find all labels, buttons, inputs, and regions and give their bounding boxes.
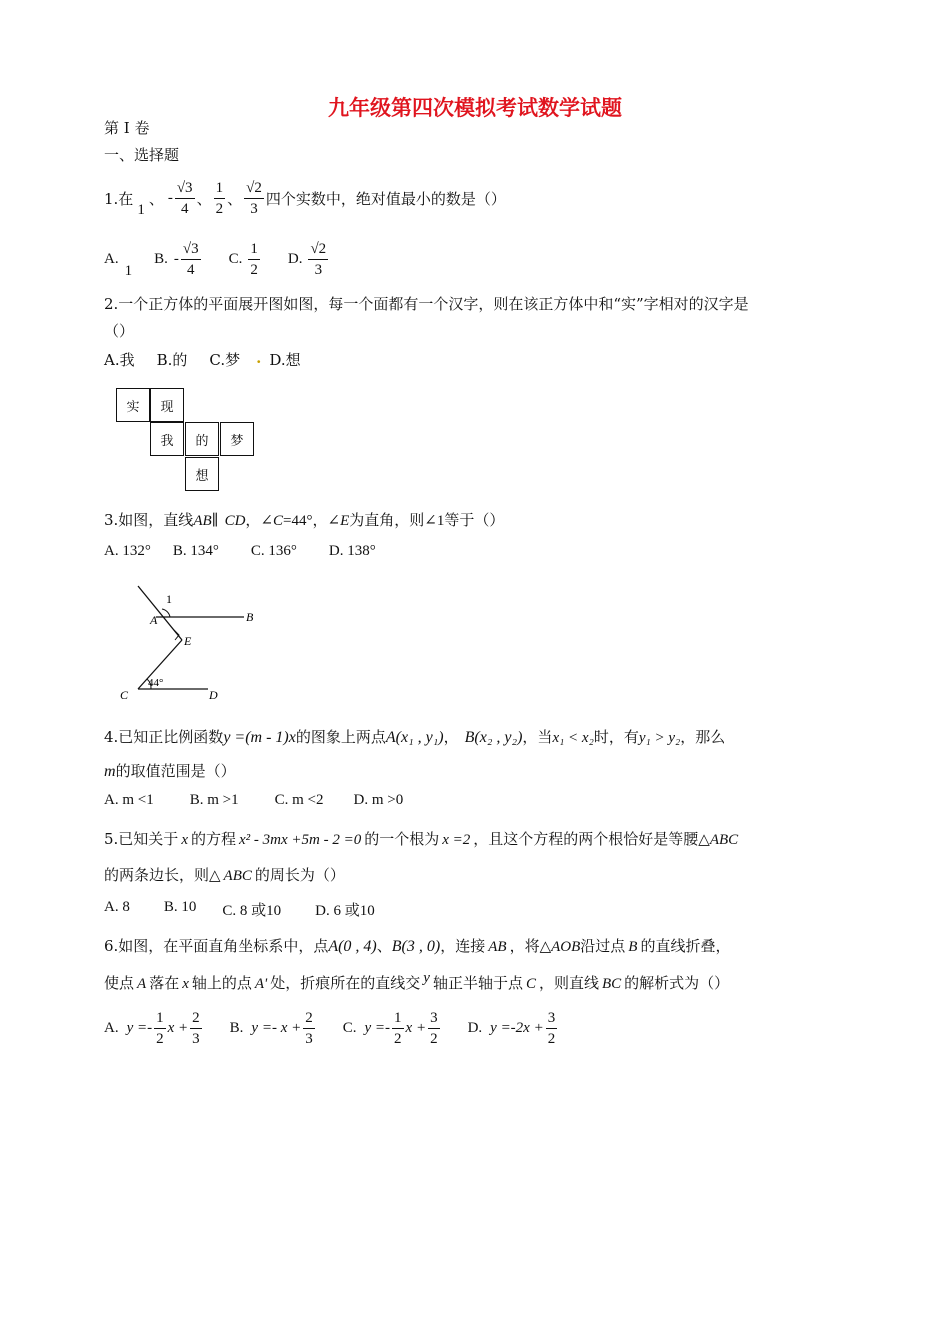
q3-end: 等于（） <box>444 511 505 529</box>
q6-option-c: C. <box>342 1019 357 1036</box>
q3-options <box>104 543 376 560</box>
q4-condition: x₁ < x₂ <box>552 730 594 746</box>
q2-dot-mark: . <box>256 349 262 367</box>
part-heading: 一、选择题 <box>104 146 180 164</box>
q6-line2-f: ，则直线 <box>538 974 599 992</box>
q6-line2-c: 轴上的点 <box>191 974 252 992</box>
q6-b-point: B <box>628 939 638 955</box>
q6-a: 6.如图，在平面直角坐标系中，点 <box>104 937 329 955</box>
q1-option-c: C. <box>228 250 243 267</box>
q3-label-d: D <box>209 688 218 702</box>
q4-option-a: A. m <1 <box>104 792 154 808</box>
q3-cd: CD <box>224 513 246 529</box>
q5-line2-a: 的两条边长，则△ <box>104 866 221 884</box>
q3-label-1: 1 <box>166 592 172 606</box>
q5-a: 5.已知关于 <box>104 830 179 848</box>
q1-number-1: 1 <box>137 201 145 218</box>
q6-line2 <box>104 972 729 993</box>
q5-root: x =2 <box>442 832 471 848</box>
q6-a-point: A <box>137 976 147 992</box>
q2-options <box>104 349 301 370</box>
q6-option-a-expr: y =- <box>126 1019 153 1036</box>
q6-line2-a: 使点 <box>104 974 135 992</box>
q3-ab: AB <box>193 513 212 529</box>
q5-option-a: A. 8 <box>104 899 130 915</box>
q6-x: x <box>182 976 189 992</box>
q6-c-point: C <box>525 976 536 992</box>
q5-option-d: D. 6 或10 <box>315 903 375 919</box>
q4-m: m <box>104 763 116 780</box>
q1-options <box>104 235 330 283</box>
net-cell-de: 的 <box>185 422 219 456</box>
q6-line2-e: 轴正半轴于点 <box>432 974 523 992</box>
q6-option-d-expr: y =-2x + <box>490 1019 544 1036</box>
q1-sep: 、 <box>227 189 243 208</box>
q5-line1 <box>104 828 738 849</box>
q5-equation: x² - 3mx +5m - 2 =0 <box>239 832 362 848</box>
question-1 <box>104 174 506 222</box>
q5-option-b: B. 10 <box>163 899 197 915</box>
q6-b: ，连接 <box>440 937 486 955</box>
q3-label-a: A <box>150 613 158 627</box>
q3-text <box>104 509 504 530</box>
q4-options <box>104 792 403 809</box>
q6-option-c-frac2: $\frac{3}{2}$ <box>430 1009 438 1047</box>
q6-option-a-expr2: x + <box>167 1019 189 1036</box>
q6-point-b: B(3 , 0) <box>391 938 441 955</box>
q5-line2-b: 的周长为（） <box>254 866 345 884</box>
q1-minus: - <box>167 189 173 206</box>
q6-line2-d: 处，折痕所在的直线交 <box>270 974 421 992</box>
q5-options <box>104 899 375 920</box>
q6-option-d: D. <box>467 1019 483 1036</box>
q3-option-d: D. 138° <box>328 543 376 559</box>
q3-eq: =44° <box>283 513 313 529</box>
q6-option-b: B. <box>229 1019 244 1036</box>
q6-options <box>104 1006 559 1050</box>
page-title: 九年级第四次模拟考试数学试题 <box>328 95 622 120</box>
q6-a-prime: A' <box>254 976 268 992</box>
q2-text: 2.一个正方体的平面展开图如图，每一个面都有一个汉字，则在该正方体中和“实”字相对的汉字是 <box>104 295 749 313</box>
q1-option-d: D. <box>287 250 303 267</box>
q3-label-e: E <box>184 634 192 648</box>
q6-option-d-frac: $\frac{3}{2}$ <box>547 1009 556 1047</box>
q3-angle-1: ∠1 <box>424 513 445 529</box>
q6-y: y <box>423 970 430 986</box>
q6-point-a: A(0 , 4) <box>328 938 377 955</box>
q4-time: 时，有 <box>593 728 639 746</box>
q6-option-b-frac: $\frac{2}{3}$ <box>305 1009 313 1047</box>
q4-line1 <box>104 726 725 747</box>
q1-option-d-frac: $\frac{√2}{3}$ <box>310 240 327 278</box>
q2-option-b: B.的 <box>156 351 188 369</box>
q1-frac-sqrt2-3: $\frac{√2}{3}$ <box>246 179 262 217</box>
q4-comma: ， <box>443 728 459 746</box>
q3-geometry-figure <box>110 582 280 707</box>
q6-option-b-expr: y =- x + <box>251 1019 302 1036</box>
q3-label-b: B <box>246 610 254 624</box>
q6-aob: AOB <box>551 939 581 955</box>
section-label: 第 I 卷 <box>104 119 150 137</box>
q6-sep: 、 <box>376 937 392 955</box>
q4-point-a: A(x₁ , y₁) <box>385 729 444 746</box>
q6-option-c-expr2: x + <box>405 1019 427 1036</box>
q3-option-a: A. 132° <box>104 543 151 559</box>
q4-line2-text: 的取值范围是（） <box>115 762 236 780</box>
net-cell-xiang: 想 <box>185 457 219 491</box>
q4-option-b: B. m >1 <box>189 792 239 808</box>
q1-option-b: B. <box>154 250 168 267</box>
q5-b: 的方程 <box>190 830 236 848</box>
q5-c: 的一个根为 <box>364 830 440 848</box>
q6-line2-b: 落在 <box>149 974 180 992</box>
q4-line2 <box>104 760 236 781</box>
q1-option-b-minus: - <box>173 250 179 267</box>
net-cell-wo: 我 <box>150 422 184 456</box>
q3-angle-c: ∠C <box>260 513 284 529</box>
q2-text-cont: （） <box>104 322 135 340</box>
q4-option-d: D. m >0 <box>353 792 404 808</box>
q3-parallel: ∥ <box>211 513 219 529</box>
q5-x: x <box>181 832 188 848</box>
q5-abc-2: ABC <box>223 868 252 884</box>
q6-ab: AB <box>488 939 507 955</box>
q2-option-c: C.梦 <box>209 351 241 369</box>
q6-e: 的直线折叠， <box>640 937 731 955</box>
q3-label-44: 44° <box>148 677 164 689</box>
q3-option-c: C. 136° <box>250 543 297 559</box>
q4-end: ，那么 <box>680 728 726 746</box>
q6-bc: BC <box>602 976 622 992</box>
q1-sep: 、 <box>196 189 212 208</box>
q2-option-a: A.我 <box>104 351 135 369</box>
q5-line2 <box>104 864 345 885</box>
net-cell-meng: 梦 <box>220 422 254 456</box>
q6-c: ，将△ <box>509 937 552 955</box>
q6-line2-g: 的解析式为（） <box>624 974 730 992</box>
q4-result: y₁ > y₂ <box>638 730 681 746</box>
net-cell-xian: 现 <box>150 388 184 422</box>
q4-when: ，当 <box>522 728 553 746</box>
q6-option-c-frac1: $\frac{1}{2}$ <box>394 1009 402 1047</box>
q4-point-b: B(x₂ , y₂) <box>464 729 523 746</box>
q6-option-a-frac2: $\frac{2}{3}$ <box>192 1009 200 1047</box>
q1-prefix: 1.在 <box>104 189 134 208</box>
q1-frac-sqrt3-4: $\frac{√3}{4}$ <box>176 179 193 217</box>
q4-option-c: C. m <2 <box>274 792 324 808</box>
q3-angle-e: ∠E <box>327 513 350 529</box>
q3-comma2: ， <box>312 511 328 529</box>
q1-option-a-value: 1 <box>124 262 133 279</box>
q4-mid: 的图象上两点 <box>295 728 386 746</box>
q1-option-a: A. <box>104 250 119 267</box>
q3-comma: ， <box>245 511 261 529</box>
q1-text: 四个实数中，绝对值最小的数是（） <box>265 189 506 208</box>
q1-frac-1-2: $\frac{1}{2}$ <box>215 179 224 217</box>
q3-label-c: C <box>120 688 129 702</box>
q3-angle-1-arc <box>162 609 170 617</box>
q3-mid: 为直角，则 <box>349 511 425 529</box>
q6-option-a-frac1: $\frac{1}{2}$ <box>156 1009 164 1047</box>
q6-d: 沿过点 <box>580 937 626 955</box>
q1-option-b-frac: $\frac{√3}{4}$ <box>182 240 199 278</box>
q3-option-b: B. 134° <box>172 543 219 559</box>
net-cell-shi: 实 <box>116 388 150 422</box>
q6-line1 <box>104 935 730 956</box>
q5-option-c: C. 8 或10 <box>222 903 282 919</box>
q5-abc: ABC <box>709 832 739 848</box>
q1-sep: 、 <box>148 189 164 208</box>
q6-option-a: A. <box>104 1019 119 1036</box>
q1-option-c-frac: $\frac{1}{2}$ <box>250 240 258 278</box>
q4-prefix: 4.已知正比例函数 <box>104 728 224 746</box>
q2-option-d: D.想 <box>269 351 301 369</box>
q5-d: ，且这个方程的两个根恰好是等腰△ <box>473 830 710 848</box>
q4-function: y =(m - 1)x <box>223 729 296 746</box>
q3-prefix: 3.如图，直线 <box>104 511 194 529</box>
q6-option-c-expr: y =- <box>364 1019 391 1036</box>
